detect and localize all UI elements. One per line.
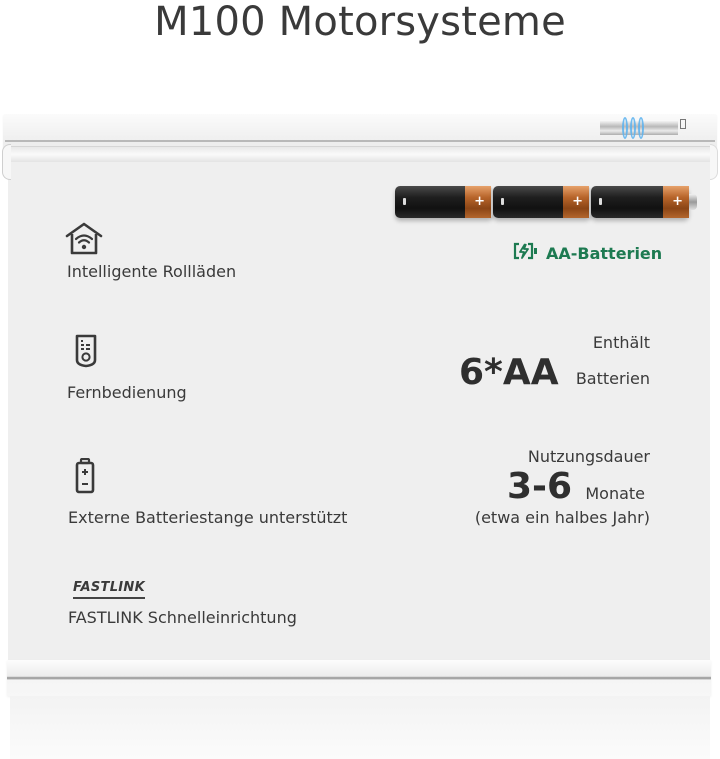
aa-battery: [591, 186, 689, 218]
lifetime-value: 3-6: [507, 466, 573, 507]
feature-label-smart-blinds: Intelligente Rollläden: [67, 262, 237, 281]
aa-battery: [493, 186, 591, 218]
battery-icon: [74, 458, 96, 498]
aa-batteries-label: AA-Batterien: [546, 243, 663, 263]
blind-roller-tube: [6, 146, 714, 162]
negative-terminal-icon: [403, 198, 406, 205]
right-endcap: [710, 144, 718, 180]
aa-batteries-badge: [512, 241, 662, 266]
positive-terminal-icon: +: [572, 194, 583, 209]
left-endcap: [2, 144, 11, 180]
positive-terminal-icon: +: [672, 194, 683, 209]
blind-bottom-rail: [7, 660, 711, 696]
lifetime-note: (etwa ein halbes Jahr): [474, 508, 650, 527]
positive-terminal-icon: +: [474, 194, 485, 209]
negative-terminal-icon: [501, 198, 504, 205]
batteries-count: 6*AA: [459, 352, 559, 393]
motor-illustration: [600, 117, 690, 139]
lifetime-caption: Nutzungsdauer: [527, 447, 650, 466]
feature-label-external-battery: Externe Batteriestange unterstützt: [68, 508, 348, 527]
page-title: M100 Motorsysteme: [154, 0, 566, 45]
fastlink-logo: FASTLINK: [73, 580, 145, 599]
smart-home-wifi-icon: [64, 222, 104, 260]
aa-battery: [395, 186, 493, 218]
wireless-signal-icon: [638, 117, 644, 139]
batteries-caption: Enthält: [592, 333, 650, 352]
lifetime-unit: Monate: [585, 484, 645, 503]
blind-bottom-fabric: [10, 696, 710, 759]
aa-batteries-illustration: [395, 186, 689, 218]
remote-control-icon: [74, 334, 98, 372]
charging-battery-icon: [512, 241, 540, 266]
battery-nub: [689, 194, 697, 210]
motor-connector: [680, 119, 686, 129]
feature-label-fastlink: FASTLINK Schnelleinrichtung: [68, 608, 297, 627]
negative-terminal-icon: [599, 198, 602, 205]
wireless-signal-icon: [622, 117, 628, 139]
batteries-unit: Batterien: [575, 369, 650, 388]
feature-label-remote: Fernbedienung: [67, 383, 187, 402]
headrail-divider: [5, 140, 715, 142]
wireless-signal-icon: [630, 117, 636, 139]
